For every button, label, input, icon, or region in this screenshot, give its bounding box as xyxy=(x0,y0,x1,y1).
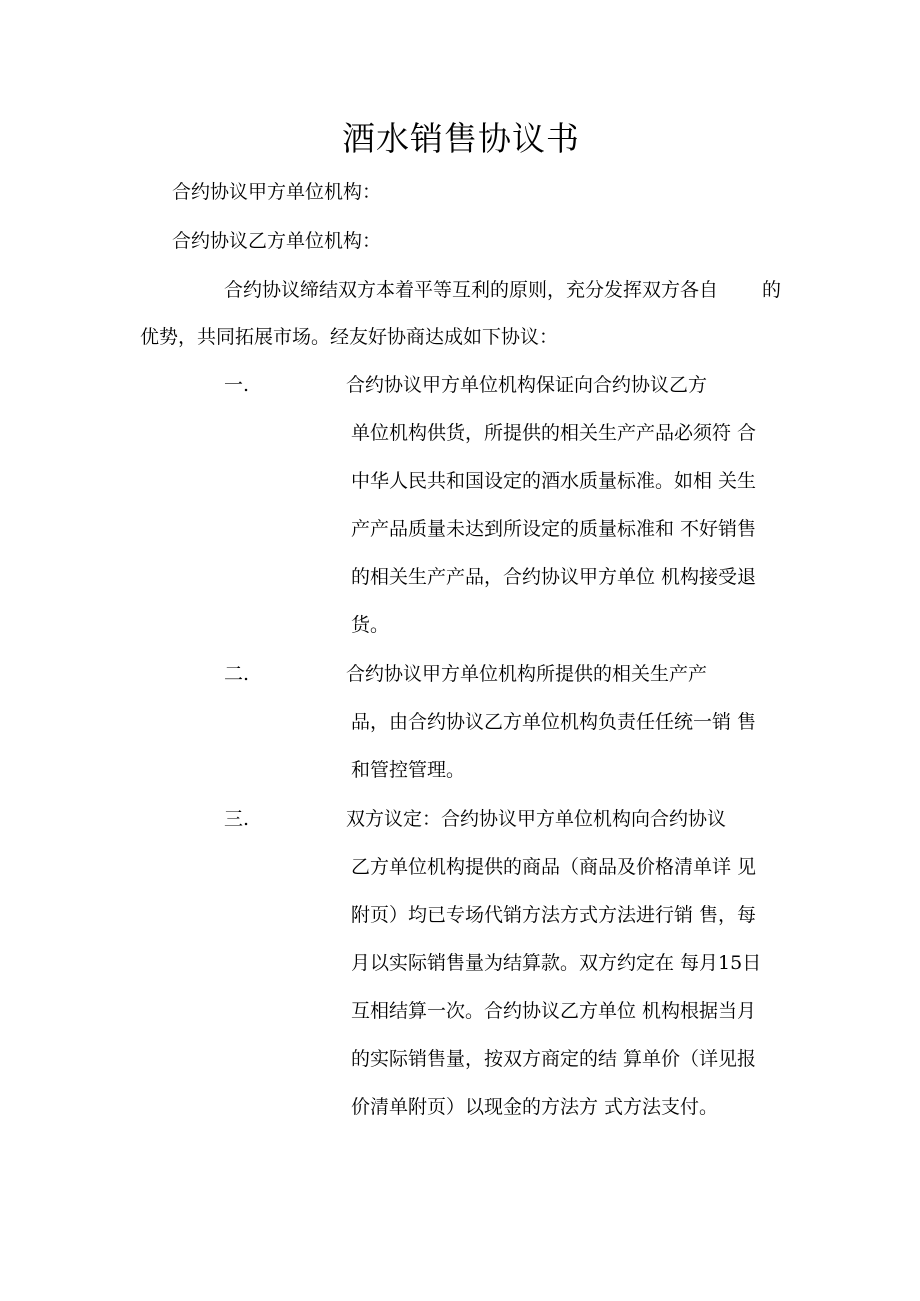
intro-line-2: 优势，共同拓展市场。经友好协商达成如下协议： xyxy=(140,326,559,348)
clause-3-line: 的实际销售量，按双方商定的结 算单价（详见报 xyxy=(351,1048,757,1070)
document-title: 酒水销售协议书 xyxy=(342,119,580,158)
clause-1-line: 单位机构供货，所提供的相关生产产品必须符 合 xyxy=(351,422,757,444)
clause-1-number: 一. xyxy=(224,374,250,396)
clause-2-line: 品，由合约协议乙方单位机构负责任任统一销 售 xyxy=(351,711,757,733)
intro-line-1-tail: 的 xyxy=(762,279,782,301)
clause-3-line: 乙方单位机构提供的商品（商品及价格清单详 见 xyxy=(351,856,757,878)
clause-3-number: 三. xyxy=(224,808,250,830)
party-a-label: 合约协议甲方单位机构： xyxy=(172,181,382,203)
clause-3-line: 互相结算一次。合约协议乙方单位 机构根据当月 xyxy=(351,1000,757,1022)
clause-2-line: 合约协议甲方单位机构所提供的相关生产产 xyxy=(346,663,708,685)
clause-3-line: 月以实际销售量为结算款。双方约定在 每月15日 xyxy=(351,952,762,974)
clause-1-line: 的相关生产产品，合约协议甲方单位 机构接受退 xyxy=(351,566,757,588)
clause-3-line: 双方议定：合约协议甲方单位机构向合约协议 xyxy=(346,808,727,830)
clause-2-line: 和管控管理。 xyxy=(351,759,466,781)
intro-line-1: 合约协议缔结双方本着平等互利的原则，充分发挥双方各自 xyxy=(224,279,719,301)
clause-1-line: 产产品质量未达到所设定的质量标准和 不好销售 xyxy=(351,518,757,540)
clause-1-line: 合约协议甲方单位机构保证向合约协议乙方 xyxy=(346,374,708,396)
clause-1-line: 中华人民共和国设定的酒水质量标准。如相 关生 xyxy=(351,470,757,492)
clause-1-line: 货。 xyxy=(351,614,390,636)
party-b-label: 合约协议乙方单位机构： xyxy=(172,230,382,252)
clause-2-number: 二. xyxy=(224,663,250,685)
clause-3-line: 价清单附页）以现金的方法方 式方法支付。 xyxy=(351,1096,719,1118)
clause-3-line: 附页）均已专场代销方法方式方法进行销 售，每 xyxy=(351,904,757,926)
